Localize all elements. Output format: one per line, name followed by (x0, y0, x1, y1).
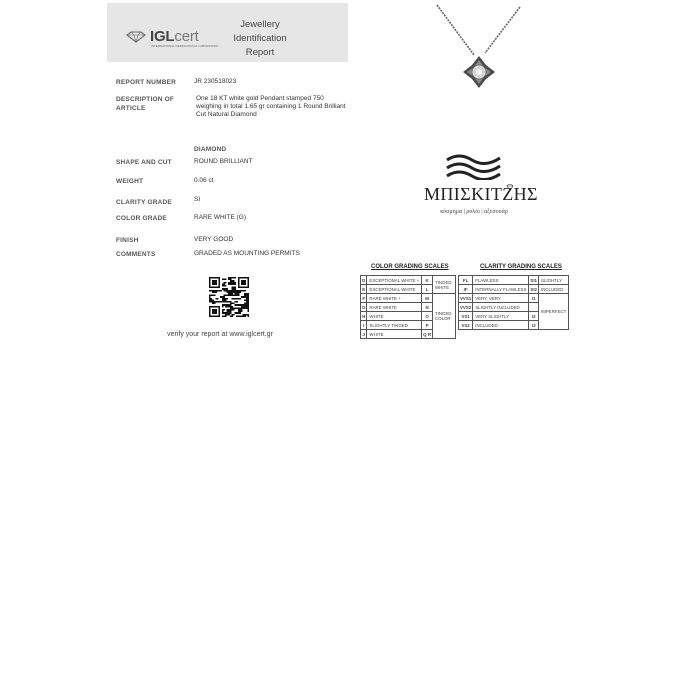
color-value: RARE WHITE (G) (194, 214, 246, 221)
clarity-label: CLARITY GRADE (116, 199, 172, 206)
color-scale-title: COLOR GRADING SCALES (371, 264, 449, 270)
table-row: VS2 INCLUDED I3 (459, 321, 569, 330)
color-scale-table (360, 275, 456, 339)
table-row: VVS1 VERY, VERY I1 IMPERFECT (459, 294, 569, 303)
table-row: IF INTERNALLY FLAWLESS SI2 INCLUDED (459, 285, 569, 294)
comments-label: COMMENTS (116, 251, 156, 258)
pendant-photo (430, 3, 525, 93)
table-row: F RARE WHITE + M TINGED COLOR (361, 294, 456, 303)
weight-label: WEIGHT (116, 178, 144, 185)
report-header (107, 3, 348, 62)
diamond-logo-icon (125, 31, 147, 43)
section-heading-diamond: DIAMOND (194, 146, 227, 153)
description-value: One 18 KT white gold Pendant stamped 750 weighing in total 1.65 gr containing 1 Round Brilliant Cut Natural Diamond (196, 95, 346, 118)
report-title: Jewellery Identification Report (233, 19, 287, 58)
shape-value: ROUND BRILLIANT (194, 158, 253, 165)
finish-value: VERY GOOD (194, 236, 234, 243)
clarity-value: SI (194, 196, 201, 203)
qr-code[interactable] (209, 277, 249, 317)
table-row: FL FLAWLESS SI1 SLIGHTLY (459, 276, 569, 285)
weight-value: 0.06 ct (194, 177, 214, 184)
table-row: E EXCEPTIONAL WHITE L (361, 285, 456, 294)
brand-tagline: κόσμημα | ρολόι | αξεσουάρ (440, 209, 508, 215)
comments-value: GRADED AS MOUNTING PERMITS (194, 250, 300, 257)
table-row: G RARE WHITE N (361, 303, 456, 312)
clarity-scale-table (458, 275, 569, 330)
verify-link[interactable]: verify your report at www.iglcert.gr (167, 331, 273, 338)
color-label: COLOR GRADE (116, 215, 167, 222)
finish-label: FINISH (116, 237, 139, 244)
report-number-value: JR 230518023 (194, 78, 237, 85)
description-label: DESCRIPTION OF ARTICLE (116, 96, 175, 112)
shape-label: SHAPE AND CUT (116, 159, 172, 166)
table-row: VS1 VERY SLIGHTLY I2 (459, 312, 569, 321)
table-row: J WHITE Q R (362, 331, 431, 337)
brand-name: ΜΠΙΣΚΙΤΖΗΣ (424, 184, 538, 204)
report-number-label: REPORT NUMBER (116, 79, 177, 86)
clarity-scale-title: CLARITY GRADING SCALES (480, 264, 562, 270)
table-row: VVS2 SLIGHTLY INCLUDED (459, 303, 569, 312)
table-row: H WHITE O (361, 312, 456, 321)
logo-wordmark: IGLcert (150, 28, 199, 45)
brand-waves-icon (444, 152, 504, 180)
table-row: D EXCEPTIONAL WHITE + K TINGED WHITE (361, 276, 456, 285)
logo-tagline: INTERNATIONAL GEMOLOGICAL LABORATORY (151, 44, 219, 48)
table-row: I SLIGHTLY TINGED P (361, 321, 456, 330)
iglcert-logo (125, 28, 219, 48)
